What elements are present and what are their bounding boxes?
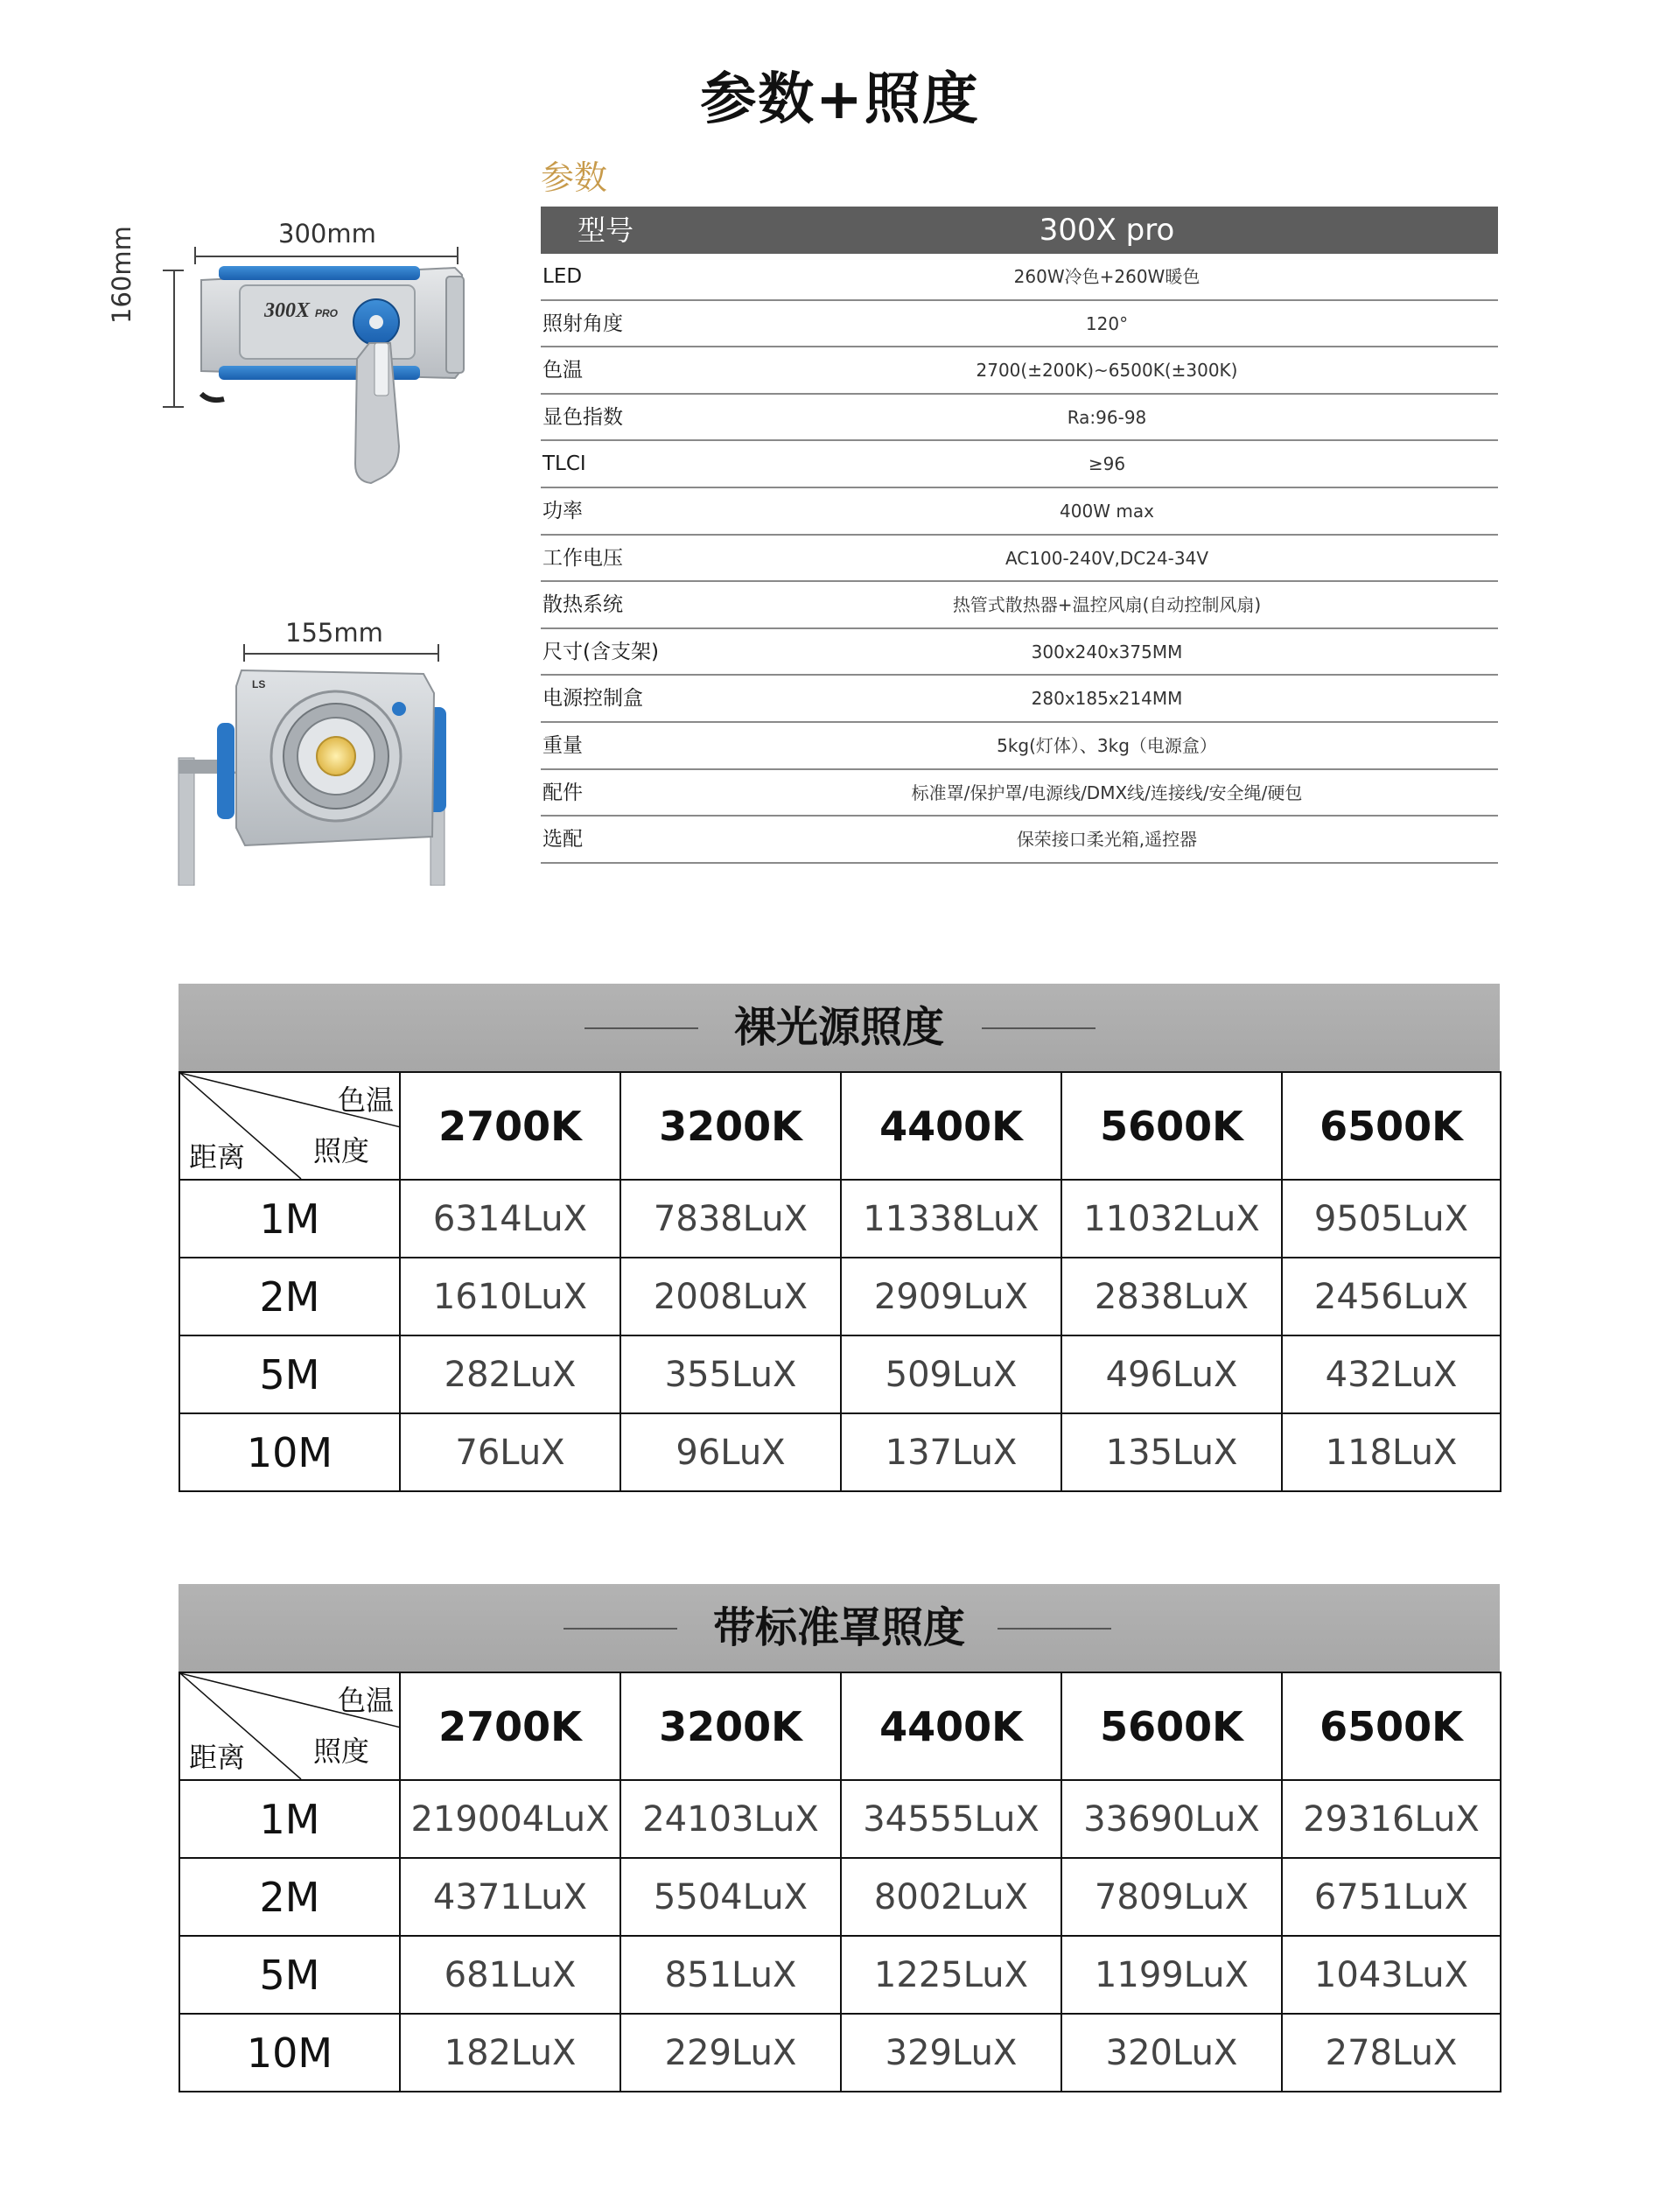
product-side-view-image bbox=[184, 263, 472, 551]
spec-table bbox=[541, 207, 1498, 864]
side-width-dim-line bbox=[194, 256, 458, 257]
spec-value: 5kg(灯体）、3kg（电源盒） bbox=[997, 734, 1217, 756]
lux-value-cell: 76LuX bbox=[400, 1413, 620, 1491]
lux-table-title: 带标准罩照度 bbox=[712, 1603, 965, 1652]
lux-value-cell: 320LuX bbox=[1061, 2014, 1282, 2092]
lux-value-cell: 24103LuX bbox=[620, 1780, 841, 1858]
spec-value: Ra:96-98 bbox=[1067, 406, 1147, 428]
lux-distance-cell: 5M bbox=[179, 1335, 400, 1413]
lux-value-cell: 282LuX bbox=[400, 1335, 620, 1413]
lux-value-cell: 1225LuX bbox=[841, 1936, 1061, 2014]
lux-value-cell: 7809LuX bbox=[1061, 1858, 1282, 1936]
lux-table-title: 裸光源照度 bbox=[733, 1003, 944, 1052]
lux-table-row bbox=[179, 2014, 1501, 2092]
lux-value-cell: 96LuX bbox=[620, 1413, 841, 1491]
spec-row bbox=[541, 817, 1498, 864]
lux-value-cell: 219004LuX bbox=[400, 1780, 620, 1858]
lux-table-row bbox=[179, 1858, 1501, 1936]
spec-row bbox=[541, 301, 1498, 348]
lux-table-banner bbox=[178, 1584, 1500, 1672]
lux-value-cell: 7838LuX bbox=[620, 1180, 841, 1258]
spec-value: 2700(±200K)~6500K(±300K) bbox=[976, 360, 1238, 382]
lux-table-banner bbox=[178, 984, 1500, 1071]
corner-label-distance: 距离 bbox=[189, 1741, 246, 1774]
lux-column-header: 2700K bbox=[400, 1072, 620, 1180]
corner-label-illuminance: 照度 bbox=[312, 1134, 369, 1167]
lux-value-cell: 182LuX bbox=[400, 2014, 620, 2092]
lux-table-row bbox=[179, 1936, 1501, 2014]
lux-value-cell: 4371LuX bbox=[400, 1858, 620, 1936]
lux-table bbox=[178, 1071, 1502, 1492]
side-height-tick-top bbox=[163, 270, 184, 271]
lux-value-cell: 5504LuX bbox=[620, 1858, 841, 1936]
banner-deco-line-right bbox=[998, 1628, 1111, 1630]
spec-key: 工作电压 bbox=[542, 546, 623, 570]
banner-deco-line-right bbox=[982, 1027, 1096, 1029]
corner-label-color-temp: 色温 bbox=[337, 1083, 394, 1117]
spec-row bbox=[541, 254, 1498, 301]
spec-row bbox=[541, 347, 1498, 395]
spec-key: 显色指数 bbox=[542, 405, 623, 429]
lux-value-cell: 2456LuX bbox=[1282, 1258, 1501, 1335]
lux-corner-cell bbox=[179, 1672, 400, 1780]
spec-row bbox=[541, 488, 1498, 536]
spec-rows bbox=[541, 254, 1498, 864]
lux-value-cell: 681LuX bbox=[400, 1936, 620, 2014]
standard-reflector-lux-section bbox=[178, 1584, 1500, 2092]
lux-value-cell: 33690LuX bbox=[1061, 1780, 1282, 1858]
spec-key: LED bbox=[542, 265, 583, 288]
lux-column-header: 3200K bbox=[620, 1072, 841, 1180]
spec-key: 尺寸(含支架) bbox=[542, 640, 659, 663]
lux-value-cell: 329LuX bbox=[841, 2014, 1061, 2092]
side-height-label: 160mm bbox=[107, 226, 136, 324]
lux-table-row bbox=[179, 1180, 1501, 1258]
lux-value-cell: 278LuX bbox=[1282, 2014, 1501, 2092]
side-width-tick-right bbox=[457, 247, 458, 264]
lux-column-header: 6500K bbox=[1282, 1072, 1501, 1180]
spec-row bbox=[541, 629, 1498, 676]
lux-corner-cell bbox=[179, 1072, 400, 1180]
lux-value-cell: 137LuX bbox=[841, 1413, 1061, 1491]
spec-key: 散热系统 bbox=[542, 593, 623, 617]
lux-column-header: 4400K bbox=[841, 1072, 1061, 1180]
side-width-tick-left bbox=[194, 247, 196, 264]
side-height-dim-line bbox=[173, 270, 175, 408]
spec-value: 280x185x214MM bbox=[1031, 688, 1183, 710]
lux-table-row bbox=[179, 1413, 1501, 1491]
lux-value-cell: 11338LuX bbox=[841, 1180, 1061, 1258]
lux-value-cell: 2008LuX bbox=[620, 1258, 841, 1335]
lux-value-cell: 496LuX bbox=[1061, 1335, 1282, 1413]
corner-label-color-temp: 色温 bbox=[337, 1684, 394, 1717]
lux-column-header: 3200K bbox=[620, 1672, 841, 1780]
spec-value: 300x240x375MM bbox=[1031, 641, 1183, 662]
spec-header-key: 型号 bbox=[578, 214, 634, 247]
lux-distance-cell: 1M bbox=[179, 1180, 400, 1258]
spec-row bbox=[541, 676, 1498, 723]
lux-distance-cell: 2M bbox=[179, 1858, 400, 1936]
spec-value: 400W max bbox=[1060, 500, 1154, 522]
spec-value: 保荣接口柔光箱,遥控器 bbox=[1016, 829, 1198, 851]
lux-value-cell: 1199LuX bbox=[1061, 1936, 1282, 2014]
spec-key: 照射角度 bbox=[542, 312, 623, 335]
product-front-view-image bbox=[175, 662, 464, 886]
spec-header-value: 300X pro bbox=[1039, 213, 1175, 248]
lux-value-cell: 1610LuX bbox=[400, 1258, 620, 1335]
lux-distance-cell: 10M bbox=[179, 1413, 400, 1491]
lux-value-cell: 2838LuX bbox=[1061, 1258, 1282, 1335]
spec-key: 配件 bbox=[542, 781, 583, 804]
lux-distance-cell: 1M bbox=[179, 1780, 400, 1858]
spec-row bbox=[541, 395, 1498, 442]
spec-row bbox=[541, 582, 1498, 629]
lux-column-header: 2700K bbox=[400, 1672, 620, 1780]
lux-value-cell: 8002LuX bbox=[841, 1858, 1061, 1936]
lux-value-cell: 118LuX bbox=[1282, 1413, 1501, 1491]
spec-key: TLCI bbox=[542, 452, 586, 476]
lux-value-cell: 6314LuX bbox=[400, 1180, 620, 1258]
spec-value: 120° bbox=[1085, 312, 1129, 334]
lux-distance-cell: 5M bbox=[179, 1936, 400, 2014]
lux-table bbox=[178, 1672, 1502, 2092]
corner-label-illuminance: 照度 bbox=[312, 1735, 369, 1768]
side-view-model-badge-suffix: PRO bbox=[315, 307, 339, 319]
lux-header-row bbox=[179, 1072, 1501, 1180]
spec-value: 热管式散热器+温控风扇(自动控制风扇) bbox=[952, 594, 1262, 616]
lux-value-cell: 432LuX bbox=[1282, 1335, 1501, 1413]
lux-value-cell: 11032LuX bbox=[1061, 1180, 1282, 1258]
spec-row bbox=[541, 770, 1498, 817]
spec-key: 色温 bbox=[542, 359, 583, 382]
side-height-tick-bottom bbox=[163, 406, 184, 408]
lux-table-row bbox=[179, 1780, 1501, 1858]
lux-value-cell: 1043LuX bbox=[1282, 1936, 1501, 2014]
spec-row bbox=[541, 536, 1498, 583]
front-width-tick-right bbox=[438, 644, 439, 662]
lux-value-cell: 509LuX bbox=[841, 1335, 1061, 1413]
spec-key: 功率 bbox=[542, 499, 583, 522]
spec-row bbox=[541, 441, 1498, 488]
lux-table-row bbox=[179, 1335, 1501, 1413]
lux-value-cell: 355LuX bbox=[620, 1335, 841, 1413]
spec-section-heading: 参数 bbox=[541, 158, 608, 197]
lux-column-header: 5600K bbox=[1061, 1072, 1282, 1180]
lux-column-header: 5600K bbox=[1061, 1672, 1282, 1780]
lux-column-header: 6500K bbox=[1282, 1672, 1501, 1780]
front-width-label: 155mm bbox=[285, 618, 383, 648]
page-title: 参数+照度 bbox=[700, 67, 980, 132]
spec-key: 电源控制盒 bbox=[542, 687, 643, 711]
lux-value-cell: 851LuX bbox=[620, 1936, 841, 2014]
lux-value-cell: 2909LuX bbox=[841, 1258, 1061, 1335]
side-view-model-badge: 300X bbox=[264, 299, 311, 322]
front-view-logo: LS bbox=[252, 678, 266, 690]
spec-value: 标准罩/保护罩/电源线/DMX线/连接线/安全绳/硬包 bbox=[911, 782, 1303, 803]
lux-value-cell: 135LuX bbox=[1061, 1413, 1282, 1491]
lux-header-row bbox=[179, 1672, 1501, 1780]
spec-value: AC100-240V,DC24-34V bbox=[1004, 547, 1209, 569]
spec-value: 260W冷色+260W暖色 bbox=[1013, 266, 1200, 287]
lux-column-header: 4400K bbox=[841, 1672, 1061, 1780]
spec-row bbox=[541, 723, 1498, 770]
lux-value-cell: 6751LuX bbox=[1282, 1858, 1501, 1936]
corner-label-distance: 距离 bbox=[189, 1140, 246, 1174]
spec-table-header bbox=[541, 207, 1498, 254]
spec-value: ≥96 bbox=[1088, 453, 1126, 475]
bare-light-lux-section bbox=[178, 984, 1500, 1492]
front-width-tick-left bbox=[243, 644, 245, 662]
spec-key: 重量 bbox=[542, 733, 583, 757]
spec-key: 选配 bbox=[542, 828, 583, 852]
front-width-dim-line bbox=[243, 653, 439, 655]
lux-value-cell: 9505LuX bbox=[1282, 1180, 1501, 1258]
lux-distance-cell: 2M bbox=[179, 1258, 400, 1335]
lux-value-cell: 229LuX bbox=[620, 2014, 841, 2092]
lux-distance-cell: 10M bbox=[179, 2014, 400, 2092]
lux-table-row bbox=[179, 1258, 1501, 1335]
lux-value-cell: 34555LuX bbox=[841, 1780, 1061, 1858]
lux-value-cell: 29316LuX bbox=[1282, 1780, 1501, 1858]
side-width-label: 300mm bbox=[278, 219, 376, 249]
